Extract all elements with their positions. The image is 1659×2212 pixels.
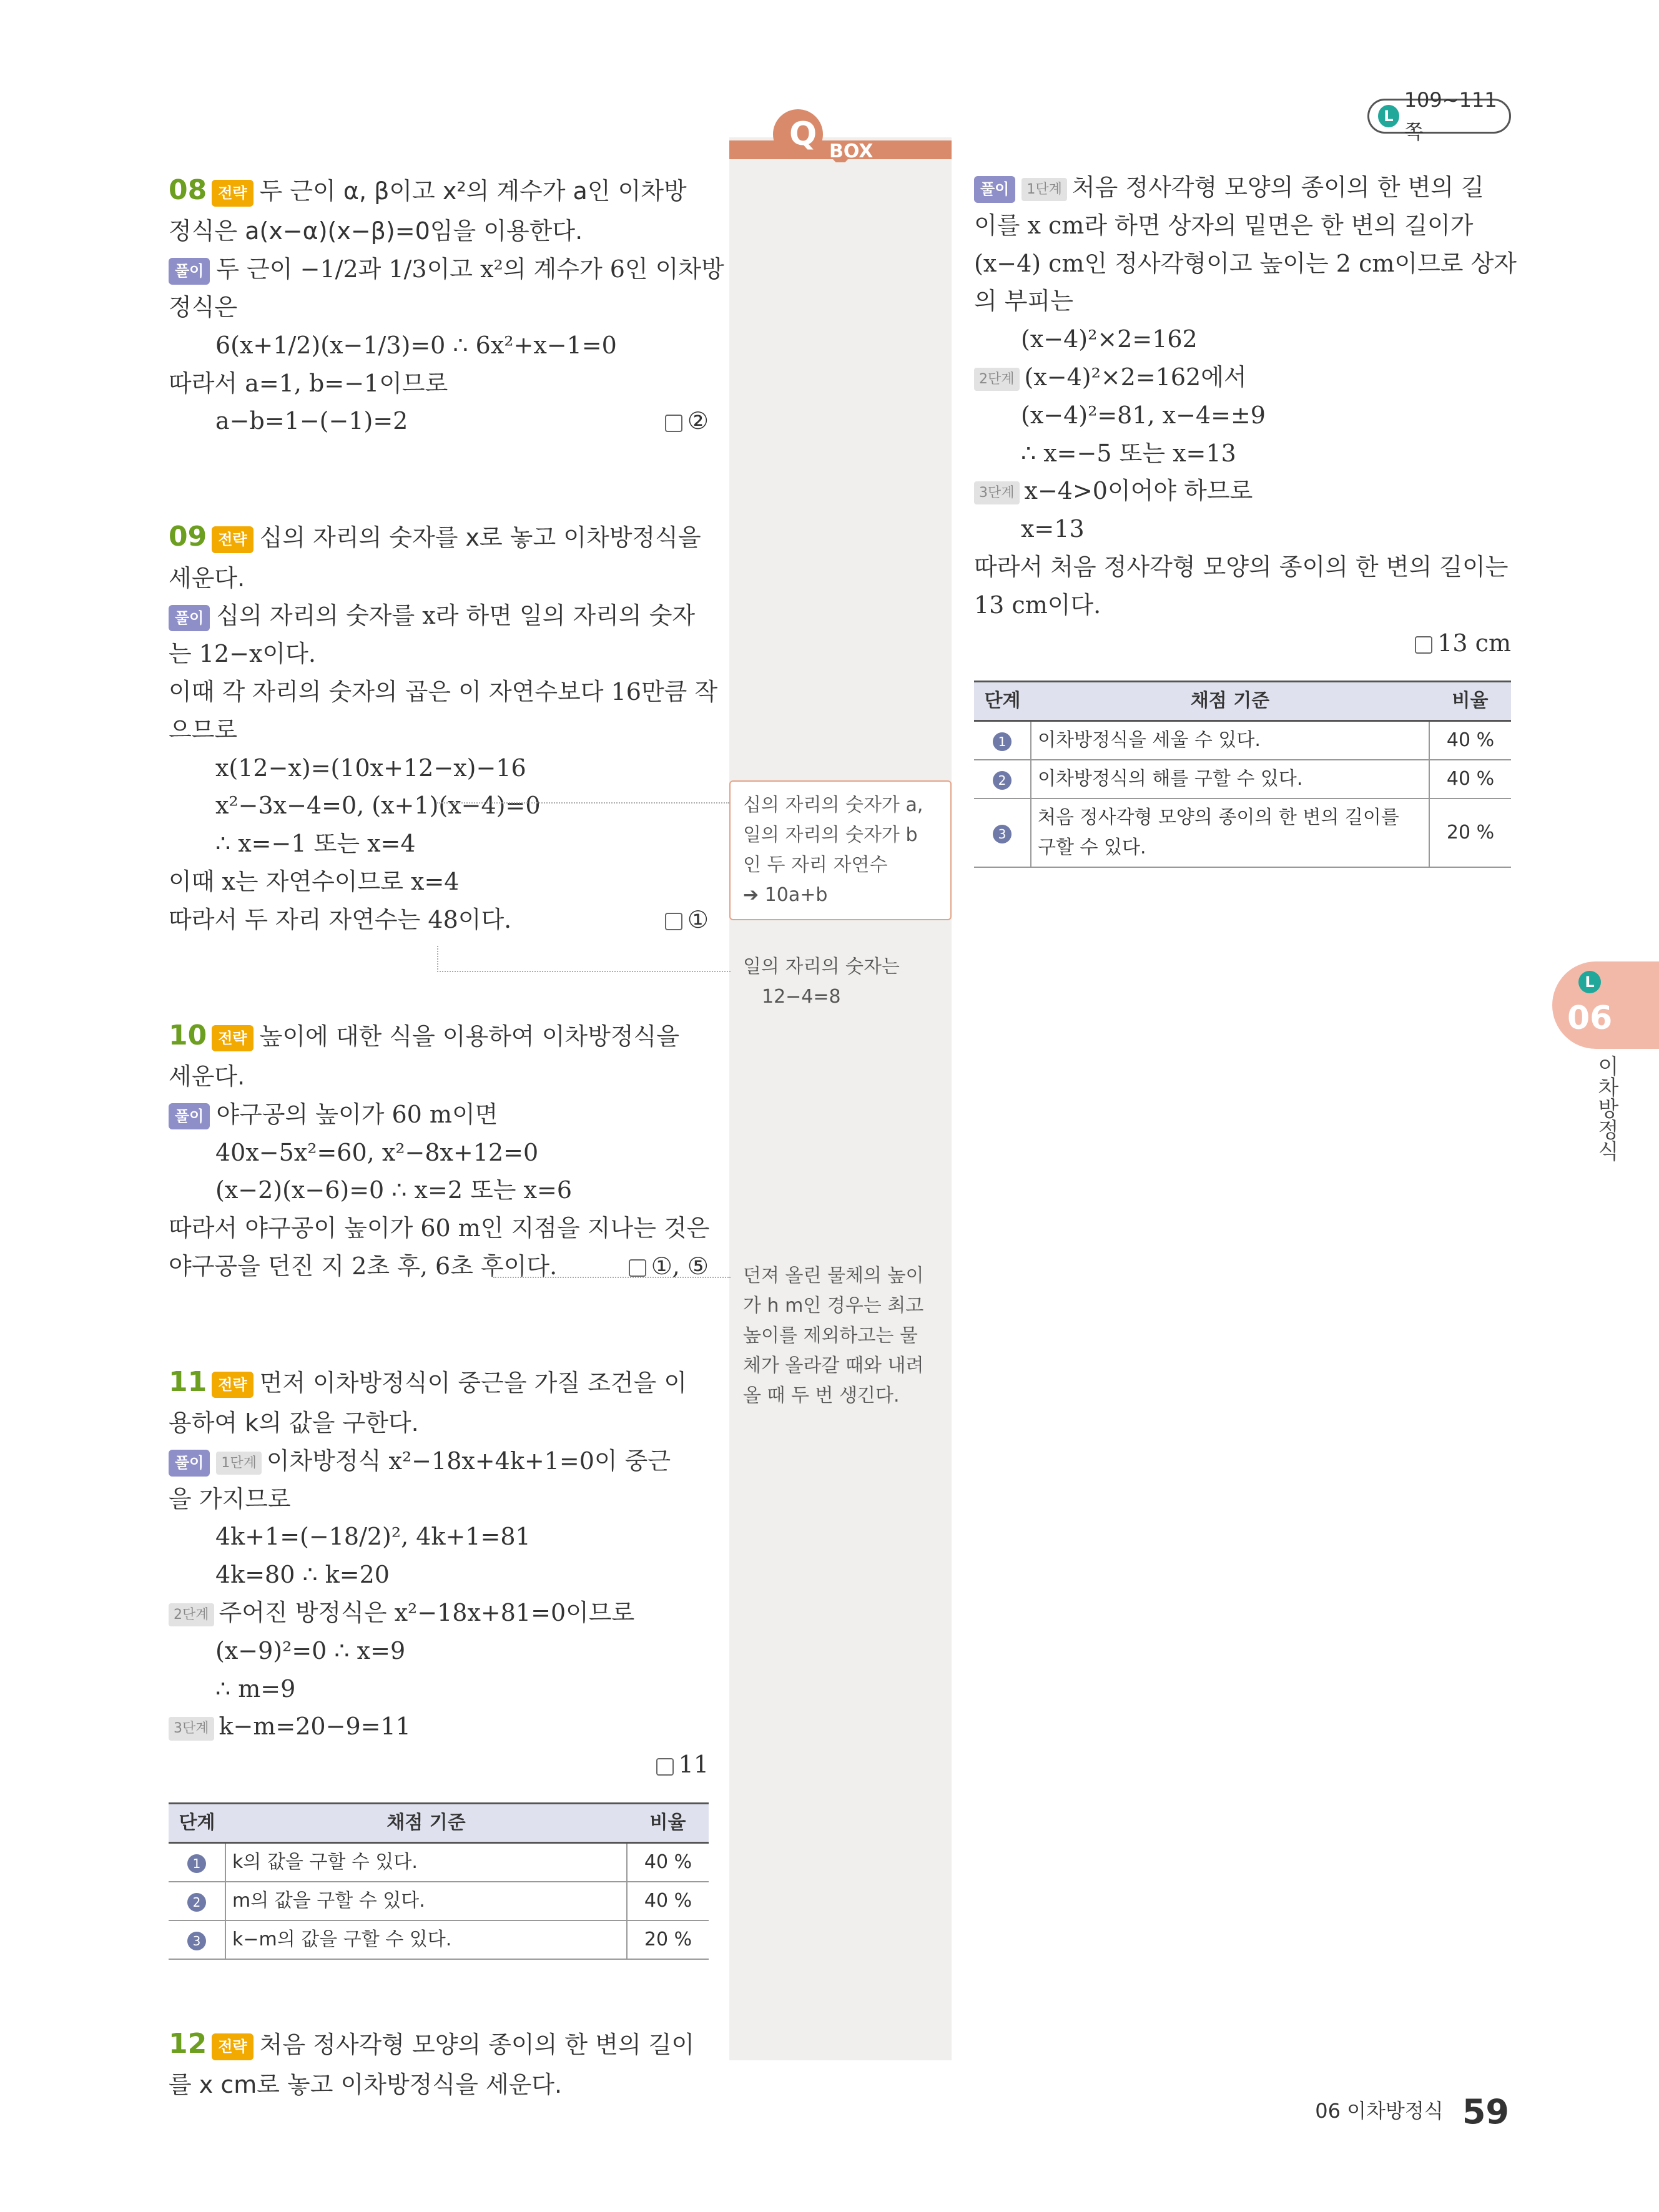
- table-row: [974, 799, 1511, 867]
- strategy-tag: 전략: [212, 526, 253, 553]
- note-line: 일의 자리의 숫자가 b: [743, 824, 918, 846]
- strategy-tag: 전략: [212, 1025, 253, 1051]
- answer: [629, 1247, 709, 1285]
- answer-value: ①: [687, 905, 709, 933]
- equation-line: x=13: [1021, 515, 1085, 543]
- strategy-text: 먼저 이차방정식이 중근을 가질 조건을 이용하여 k의 값을 구한다.: [169, 1369, 687, 1437]
- solution-line: 이차방정식 x²−18x+4k+1=0이 중근: [266, 1447, 671, 1475]
- criterion-cell: 이차방정식의 해를 구할 수 있다.: [1031, 760, 1429, 799]
- note-line: 올 때 두 번 생긴다.: [743, 1385, 900, 1407]
- conclusion-row: [169, 901, 709, 939]
- problem-number: 08: [169, 174, 207, 206]
- solution-line: (x−4)²×2=162에서: [1024, 363, 1247, 391]
- problem-number: 12: [169, 2028, 207, 2060]
- answer: [665, 901, 709, 939]
- solution-line: 처음 정사각형 모양의 종이의 한 변의 길: [1071, 174, 1484, 201]
- note-line: 체가 올라갈 때와 내려: [743, 1355, 924, 1377]
- equation-line: ∴ m=9: [215, 1674, 296, 1703]
- problem-number: 10: [169, 1019, 207, 1051]
- solution-tag: 풀이: [169, 605, 210, 631]
- left-column: [169, 169, 724, 2104]
- step-tag: 3단계: [974, 481, 1020, 504]
- equation-line: (x−9)²=0 ∴ x=9: [215, 1636, 406, 1664]
- footer-chapter: 06 이차방정식: [1315, 2099, 1444, 2123]
- criterion-cell: m의 값을 구할 수 있다.: [225, 1882, 627, 1920]
- equation-line: (x−4)²=81, x−4=±9: [1021, 401, 1266, 429]
- step-tag: 2단계: [974, 368, 1020, 391]
- strategy-text: 두 근이 α, β이고 x²의 계수가 a인 이차방정식은 a(x−α)(x−β)=0임을 이용한다.: [169, 177, 687, 245]
- problem-10: [169, 1014, 709, 1285]
- table-row: [169, 1920, 709, 1959]
- note-line: 십의 자리의 숫자가 a,: [743, 794, 923, 816]
- solution-line: 따라서 a=1, b=−1이므로: [169, 369, 448, 397]
- answer-icon: [665, 913, 682, 930]
- scoring-table: [169, 1802, 709, 1960]
- answer-value: 11: [678, 1751, 709, 1779]
- solution-line: 이때 각 자리의 숫자의 곱은 이 자연수보다 16만큼 작: [169, 677, 718, 705]
- equation-line: (x−2)(x−6)=0 ∴ x=2 또는 x=6: [215, 1176, 573, 1204]
- answer-value: ①, ⑤: [651, 1252, 709, 1280]
- equation-line: 4k=80 ∴ k=20: [215, 1561, 390, 1589]
- answer: [169, 1746, 709, 1784]
- note-line: 던져 올린 물체의 높이: [743, 1265, 924, 1287]
- conclusion-row: [169, 1247, 709, 1285]
- step-tag: 2단계: [169, 1603, 214, 1626]
- ratio-cell: 40 %: [1429, 760, 1511, 799]
- criterion-cell: k의 값을 구할 수 있다.: [225, 1843, 627, 1882]
- step-number: 1: [993, 732, 1012, 751]
- solution-line: 따라서 두 자리 자연수는 48이다.: [169, 905, 512, 933]
- criterion-cell: 처음 정사각형 모양의 종이의 한 변의 길이를 구할 수 있다.: [1031, 799, 1429, 867]
- equation-line: x²−3x−4=0, (x+1)(x−4)=0: [215, 792, 541, 820]
- answer-icon: [1415, 636, 1432, 654]
- table-row: [169, 1882, 709, 1920]
- problem-12: [169, 2022, 709, 2104]
- solution-line: x−4>0이어야 하므로: [1024, 477, 1253, 505]
- connector-line: [437, 802, 729, 804]
- table-header: 채점 기준: [1031, 682, 1429, 721]
- solution-line: 따라서 야구공이 높이가 60 m인 지점을 지나는 것은: [169, 1214, 710, 1242]
- qbox-column: [729, 137, 952, 2060]
- step-number: 1: [187, 1854, 206, 1873]
- ratio-cell: 20 %: [627, 1920, 709, 1959]
- solution-line: 주어진 방정식은 x²−18x+81=0이므로: [219, 1599, 635, 1627]
- step-number: 3: [993, 825, 1012, 843]
- problem-08: [169, 169, 724, 440]
- solution-line: 는 12−x이다.: [169, 640, 316, 668]
- strategy-tag: 전략: [212, 180, 253, 206]
- equation-line: 4k+1=(−18/2)², 4k+1=81: [215, 1523, 531, 1551]
- note-line: ➔ 10a+b: [743, 884, 828, 906]
- step-number: 2: [993, 771, 1012, 790]
- step-number: 2: [187, 1893, 206, 1912]
- equation-line: ∴ x=−5 또는 x=13: [1021, 439, 1236, 467]
- ratio-cell: 40 %: [1429, 721, 1511, 760]
- table-header: 채점 기준: [225, 1804, 627, 1843]
- solution-tag: 풀이: [169, 1103, 210, 1129]
- table-header: 비율: [1429, 682, 1511, 721]
- qbox-banner: [729, 106, 952, 162]
- solution-line: 으므로: [169, 715, 238, 744]
- solution-line: 정식은: [169, 293, 238, 321]
- scoring-table: [974, 681, 1511, 868]
- solution-line: (x−4) cm인 정사각형이고 높이는 2 cm이므로 상자: [974, 249, 1517, 277]
- lesson-badge: L: [1378, 105, 1399, 127]
- chapter-number: 06: [1567, 1000, 1613, 1037]
- answer: [665, 402, 709, 440]
- solution-line: 십의 자리의 숫자를 x라 하면 일의 자리의 숫자: [216, 602, 696, 630]
- solution-tag: 풀이: [169, 1450, 210, 1476]
- solution-line: 이를 x cm라 하면 상자의 밑면은 한 변의 길이가: [974, 211, 1474, 239]
- strategy-text: 처음 정사각형 모양의 종이의 한 변의 길이를 x cm로 놓고 이차방정식을 세운다.: [169, 2031, 695, 2099]
- table-header: 비율: [627, 1804, 709, 1843]
- solution-line: 이때 x는 자연수이므로 x=4: [169, 867, 460, 895]
- svg-text:Q: Q: [789, 116, 817, 153]
- qbox-note-height: [743, 1261, 923, 1411]
- answer-icon: [656, 1758, 674, 1776]
- connector-line: [437, 946, 438, 972]
- solution-line: 야구공을 던진 지 2초 후, 6초 후이다.: [169, 1252, 558, 1280]
- table-row: [169, 1843, 709, 1882]
- chapter-title-vertical: 이차방정식: [1593, 1055, 1619, 1161]
- table-header: 단계: [169, 1804, 225, 1843]
- equation-line: ∴ x=−1 또는 x=4: [215, 830, 416, 858]
- answer-icon: [629, 1259, 646, 1277]
- answer: [974, 624, 1511, 662]
- note-line: 인 두 자리 자연수: [743, 854, 888, 876]
- criterion-cell: k−m의 값을 구할 수 있다.: [225, 1920, 627, 1959]
- solution-line: k−m=20−9=11: [219, 1713, 411, 1741]
- equation-line: 6(x+1/2)(x−1/3)=0 ∴ 6x²+x−1=0: [215, 331, 617, 359]
- connector-line: [493, 1277, 731, 1278]
- ratio-cell: 40 %: [627, 1882, 709, 1920]
- page-reference: [1367, 87, 1511, 144]
- problem-09: [169, 515, 718, 938]
- ratio-cell: 20 %: [1429, 799, 1511, 867]
- problem-number: 11: [169, 1365, 207, 1398]
- solution-tag: 풀이: [974, 176, 1015, 202]
- page-reference-text: 109~111쪽: [1404, 87, 1497, 144]
- solution-line: 따라서 처음 정사각형 모양의 종이의 한 변의 길이는: [974, 553, 1509, 581]
- problem-11: [169, 1360, 709, 1960]
- criterion-cell: 이차방정식을 세울 수 있다.: [1031, 721, 1429, 760]
- equation-line: x(12−x)=(10x+12−x)−16: [215, 754, 526, 782]
- solution-line: 13 cm이다.: [974, 591, 1101, 619]
- problem-number: 09: [169, 521, 207, 553]
- table-row: [974, 721, 1511, 760]
- strategy-text: 높이에 대한 식을 이용하여 이차방정식을 세운다.: [169, 1022, 679, 1090]
- step-tag: 3단계: [169, 1717, 214, 1740]
- strategy-tag: 전략: [212, 1372, 253, 1398]
- table-row: [974, 760, 1511, 799]
- svg-text:BOX: BOX: [829, 140, 874, 162]
- solution-line: 의 부피는: [974, 287, 1073, 315]
- note-line: 가 h m인 경우는 최고: [743, 1295, 924, 1317]
- equation-line: (x−4)²×2=162: [1021, 325, 1198, 353]
- connector-line: [437, 971, 731, 972]
- step-tag: 1단계: [1021, 178, 1067, 201]
- right-column: [974, 169, 1517, 868]
- qbox-note-two-digit: [729, 780, 952, 920]
- answer-icon: [665, 415, 682, 432]
- strategy-tag: 전략: [212, 2033, 253, 2060]
- lesson-badge: L: [1578, 971, 1601, 993]
- qbox-note-ones-digit: [743, 952, 900, 1012]
- page-footer: [1315, 2085, 1509, 2139]
- step-number: 3: [187, 1932, 206, 1950]
- equation-row: [169, 402, 709, 440]
- solution-line: 을 가지므로: [169, 1485, 291, 1513]
- ratio-cell: 40 %: [627, 1843, 709, 1882]
- solution-tag: 풀이: [169, 258, 210, 284]
- equation-line: a−b=1−(−1)=2: [215, 407, 408, 435]
- answer-value: ②: [687, 407, 709, 435]
- note-line: 12−4=8: [762, 986, 841, 1008]
- equation-line: 40x−5x²=60, x²−8x+12=0: [215, 1138, 539, 1166]
- page-number: 59: [1462, 2092, 1509, 2131]
- qbox-header: [729, 106, 952, 162]
- note-line: 일의 자리의 숫자는: [743, 956, 900, 978]
- solution-line: 야구공의 높이가 60 m이면: [216, 1100, 498, 1128]
- solution-line: 두 근이 −1/2과 1/3이고 x²의 계수가 6인 이차방: [216, 255, 724, 283]
- step-tag: 1단계: [216, 1452, 262, 1475]
- table-header: 단계: [974, 682, 1031, 721]
- strategy-text: 십의 자리의 숫자를 x로 놓고 이차방정식을 세운다.: [169, 524, 701, 592]
- answer-value: 13 cm: [1437, 629, 1511, 657]
- note-line: 높이를 제외하고는 물: [743, 1325, 918, 1347]
